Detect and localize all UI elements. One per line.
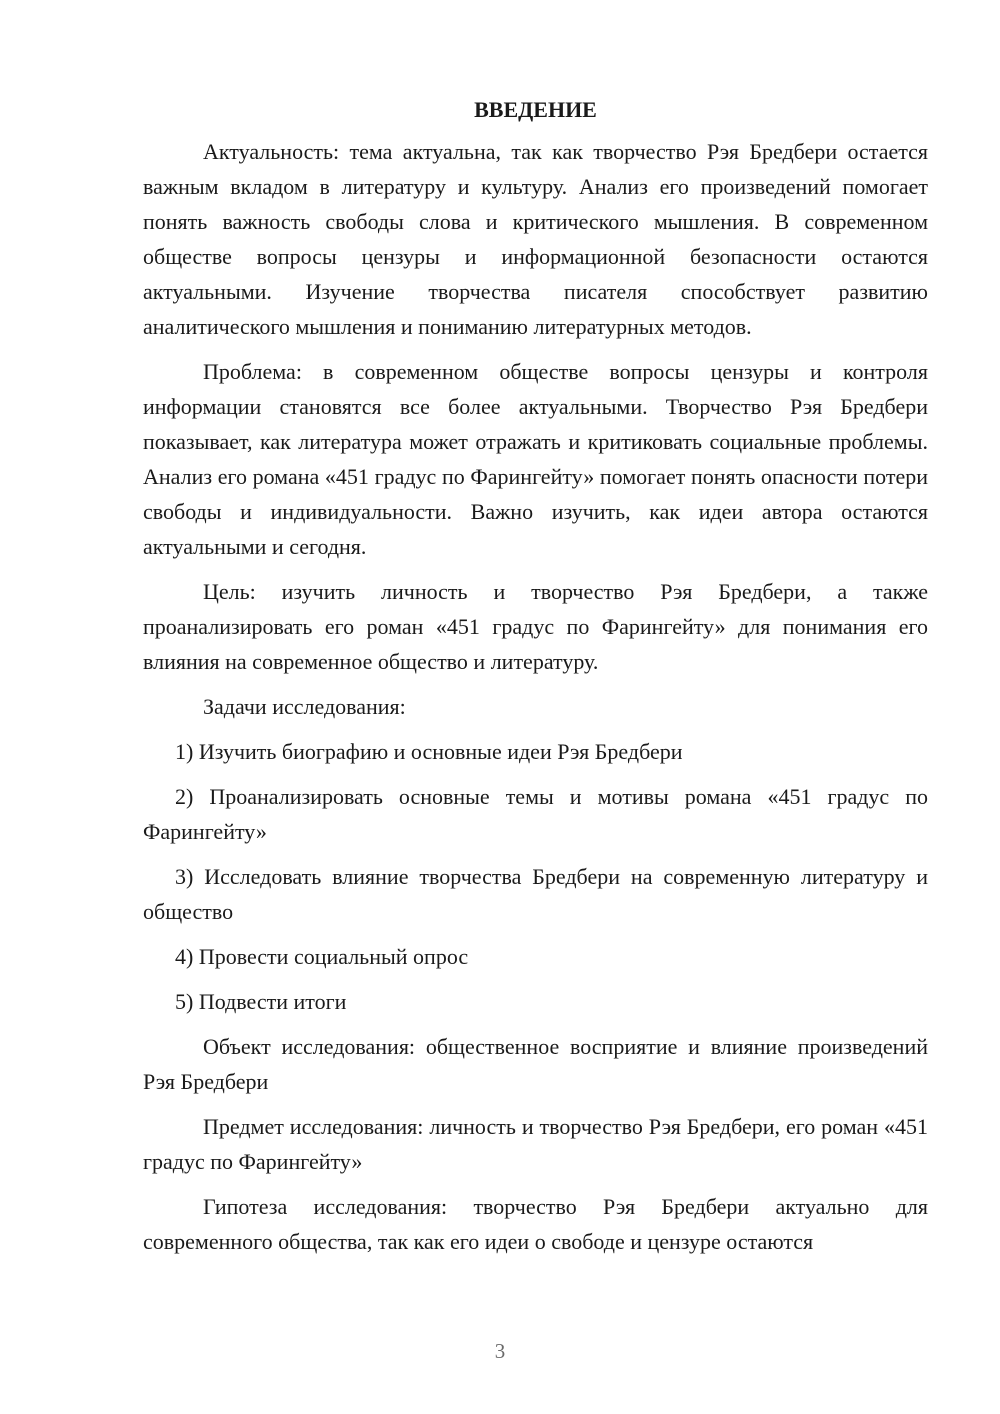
task-item-1: 1) Изучить биографию и основные идеи Рэя Бредбери bbox=[175, 739, 683, 764]
task-item-3: 3) Исследовать влияние творчества Бредбери на современную литературу и общество bbox=[143, 864, 928, 924]
tasks-heading: Задачи исследования: bbox=[203, 694, 406, 719]
paragraph-goal: Цель: изучить личность и творчество Рэя Бредбери, а также проанализировать его роман «451 градус по Фарингейту» для понимания его влияния на современное общество и литературу. bbox=[143, 579, 928, 674]
task-item-2: 2) Проанализировать основные темы и мотивы романа «451 градус по Фарингейту» bbox=[143, 784, 928, 844]
section-title: ВВЕДЕНИЕ bbox=[474, 97, 597, 122]
paragraph-problem: Проблема: в современном обществе вопросы цензуры и контроля информации становятся все более актуальными. Творчество Рэя Бредбери показывает, как литература может отражать и критиковать социальные проблемы. Анализ его романа «451 градус по Фарингейту» помогает понять опасности потери свободы и индивидуальности. Важно изучить, как идеи автора остаются актуальными и сегодня. bbox=[143, 359, 928, 559]
paragraph-object: Объект исследования: общественное восприятие и влияние произведений Рэя Бредбери bbox=[143, 1034, 928, 1094]
task-item-4: 4) Провести социальный опрос bbox=[175, 944, 469, 969]
page-number: 3 bbox=[494, 1339, 506, 1363]
task-item-5: 5) Подвести итоги bbox=[175, 989, 347, 1014]
document-body bbox=[143, 94, 928, 1259]
paragraph-relevance: Актуальность: тема актуальна, так как творчество Рэя Бредбери остается важным вкладом в литературу и культуру. Анализ его произведений помогает понять важность свободы слова и критического мышления. В современном обществе вопросы цензуры и информационной безопасности остаются актуальными. Изучение творчества писателя способствует развитию аналитического мышления и пониманию литературных методов. bbox=[143, 139, 928, 339]
paragraph-subject: Предмет исследования: личность и творчество Рэя Бредбери, его роман «451 градус по Фарингейту» bbox=[143, 1114, 928, 1174]
paragraph-hypothesis: Гипотеза исследования: творчество Рэя Бредбери актуально для современного общества, так как его идеи о свободе и цензуре остаются bbox=[143, 1194, 928, 1254]
